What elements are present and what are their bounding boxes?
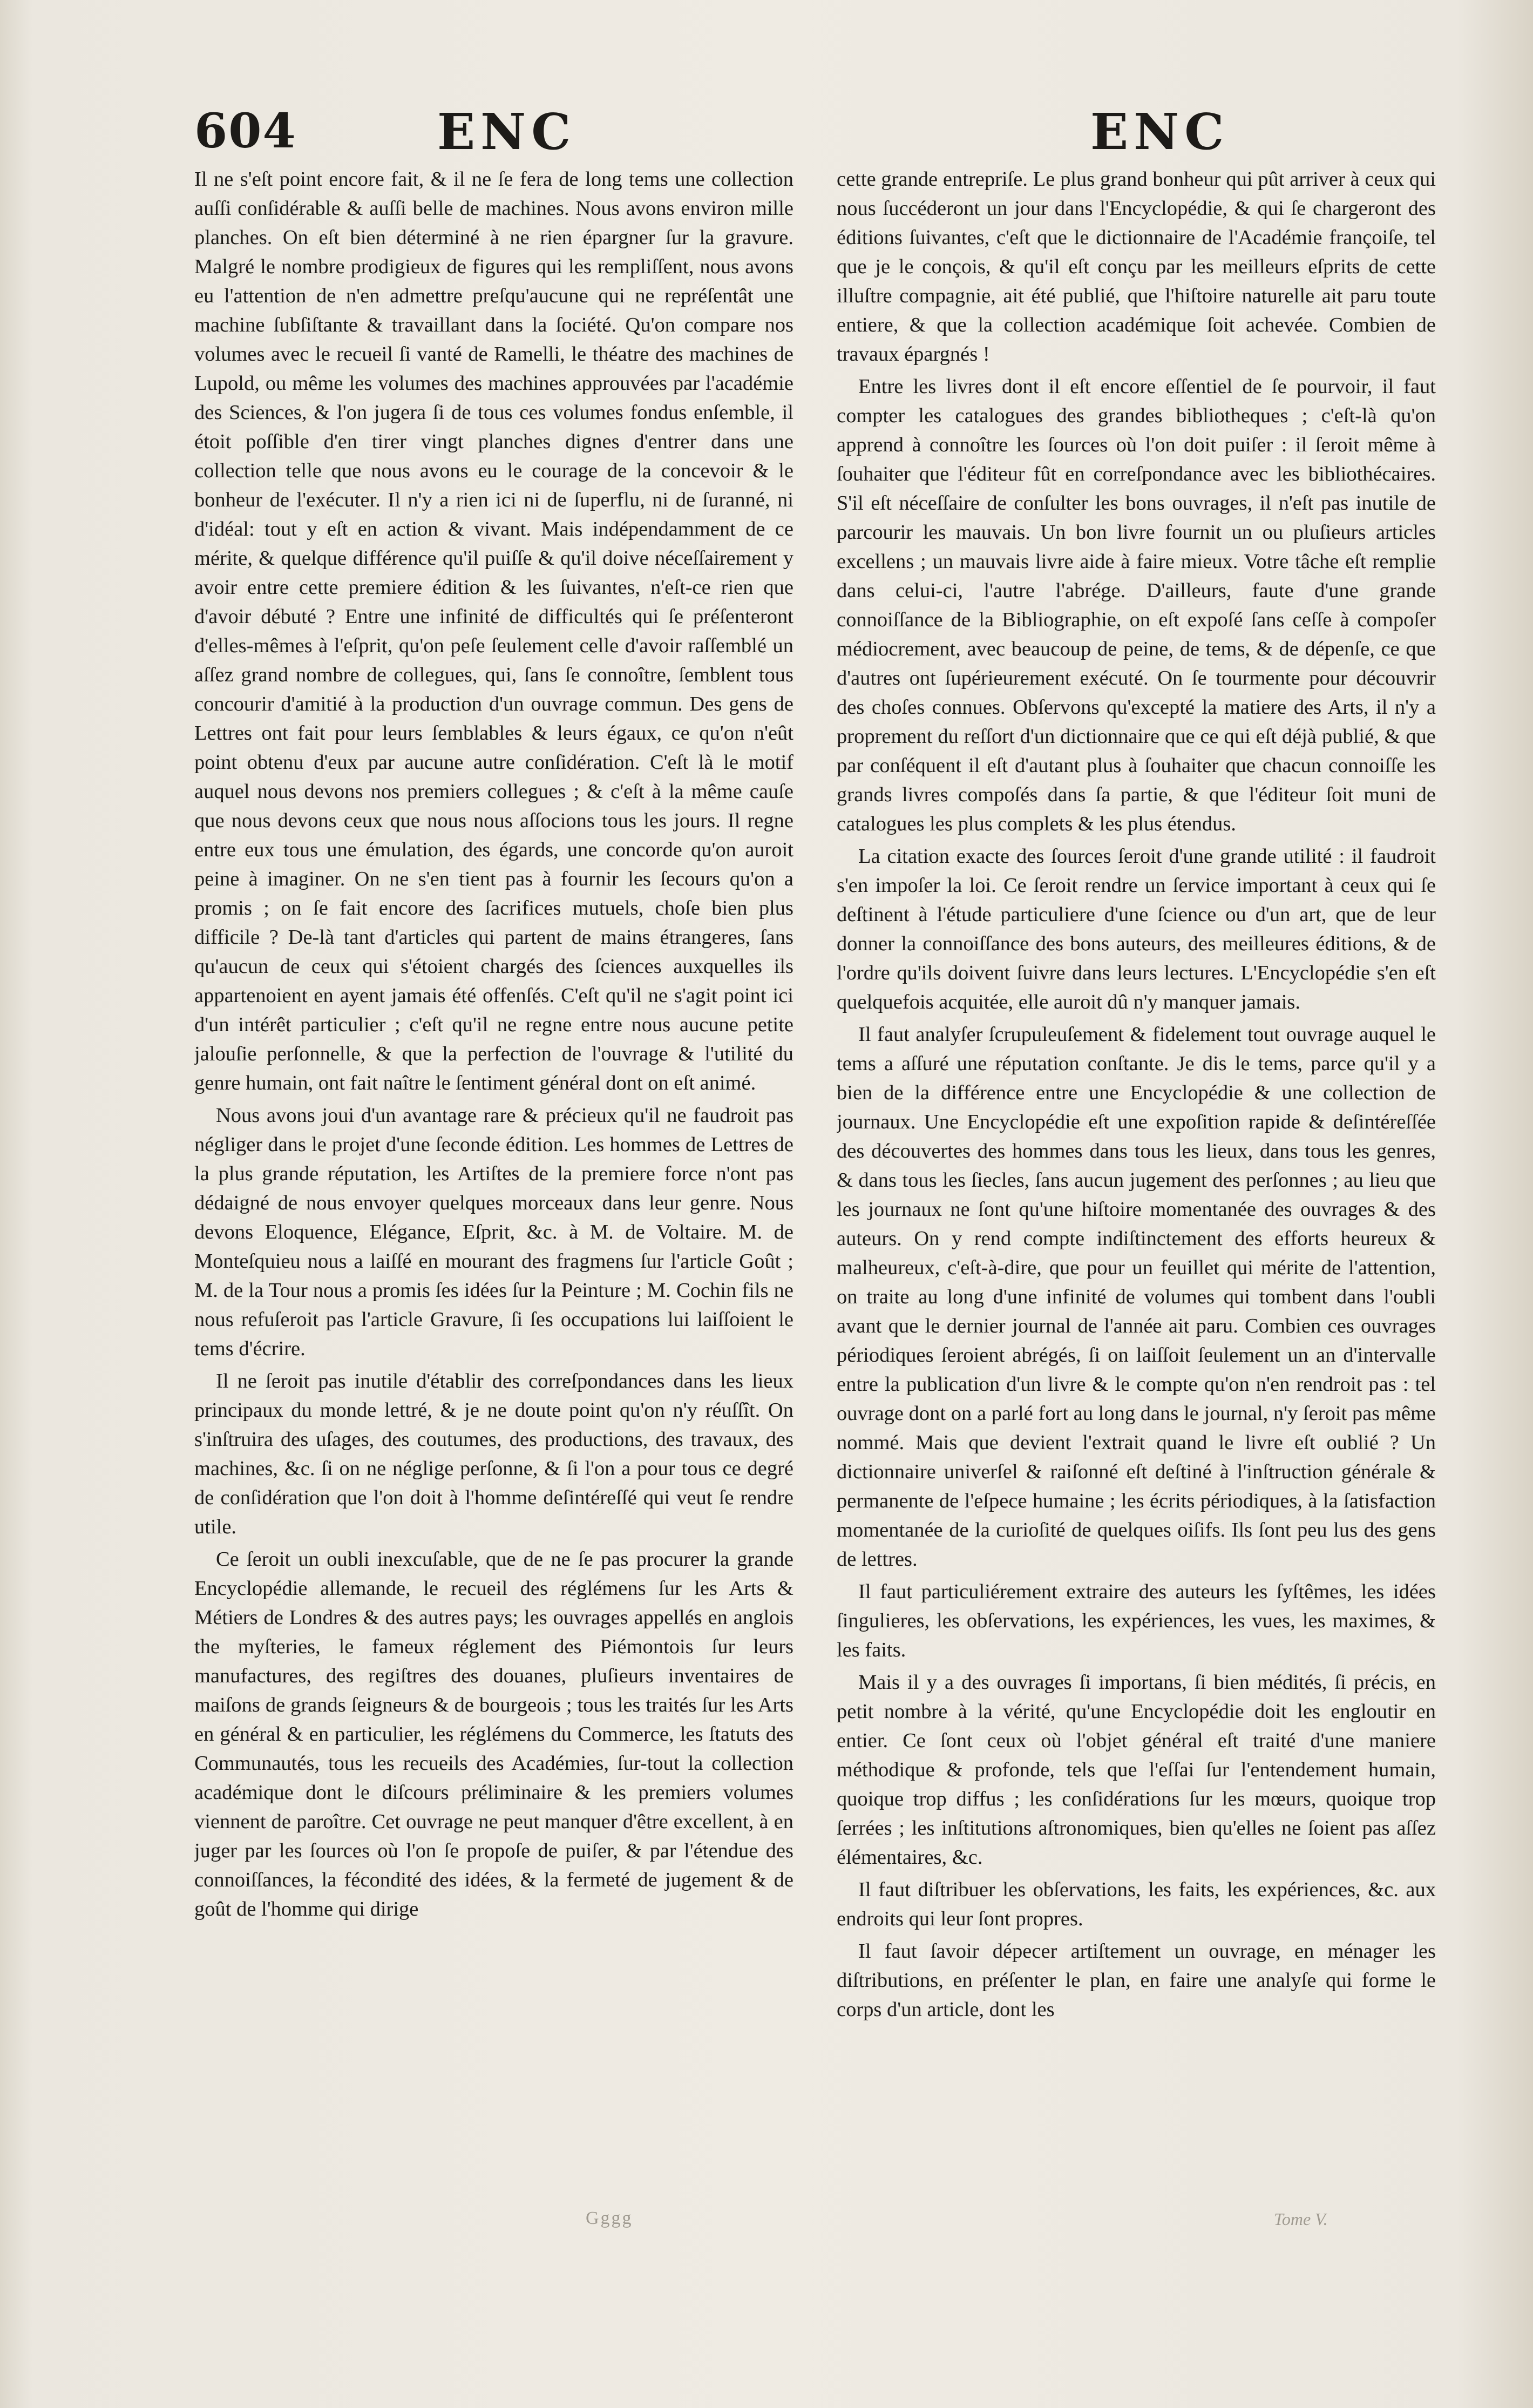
signature-mark: Gggg	[586, 2208, 633, 2228]
paragraph: Nous avons joui d'un avantage rare & précieux qu'il ne faudroit pas négliger dans le projet d'une ſeconde édition. Les hommes de Lettres de la plus grande réputation, les Artiſtes de la premiere force n'ont pas dédaigné de nous envoyer quelques morceaux dans leur genre. Nous devons Eloquence, Elégance, Eſprit, &c. à M. de Voltaire. M. de Monteſquieu nous a laiſſé en mourant des fragmens ſur l'article Goût ; M. de la Tour nous a promis ſes idées ſur la Peinture ; M. Cochin fils ne nous refuſeroit pas l'article Gravure, ſi ſes occupations lui laiſſoient le tems d'écrire.	[194, 1104, 793, 1360]
paragraph: Il faut diſtribuer les obſervations, les faits, les expériences, &c. aux endroits qui leur ſont propres.	[837, 1878, 1436, 1930]
page-number: 604	[194, 103, 297, 159]
paragraph: cette grande entrepriſe. Le plus grand bonheur qui pût arriver à ceux qui nous ſuccéderont un jour dans l'Encyclopédie, & qui ſe chargeront des éditions ſuivantes, c'eſt que le dictionnaire de l'Académie françoiſe, tel que je le conçois, & qu'il eſt conçu par les meilleurs eſprits de cette illuſtre compagnie, ait été publié, que l'hiſtoire naturelle ait paru toute entiere, & que la collection académique ſoit achevée. Combien de travaux épargnés !	[837, 168, 1436, 366]
paragraph: Entre les livres dont il eſt encore eſſentiel de ſe pourvoir, il faut compter les catalogues des grandes bibliotheques ; c'eſt-là qu'on apprend à connoître les ſources où l'on doit puiſer : il ſeroit même à ſouhaiter que l'éditeur fût en correſpondance avec les bibliothécaires. S'il eſt néceſſaire de conſulter les bons ouvrages, il n'eſt pas inutile de parcourir les mauvais. Un bon livre fournit un ou pluſieurs articles excellens ; un mauvais livre aide à faire mieux. Votre tâche eſt remplie dans celui-ci, l'autre l'abrége. D'ailleurs, faute d'une grande connoiſſance de la Bibliographie, on eſt expoſé ſans ceſſe à compoſer médiocrement, avec beaucoup de peine, de tems, & de dépenſe, ce que d'autres ont ſupérieurement exécuté. On ſe tourmente pour découvrir des choſes connues. Obſervons qu'excepté la matiere des Arts, il n'y a proprement du reſſort d'un dictionnaire que ce qui eſt déjà publié, & que par conſéquent il eſt d'autant plus à ſouhaiter que chacun connoiſſe les grands livres compoſés dans ſa partie, & que l'éditeur ſoit muni de catalogues les plus complets & les plus étendus.	[837, 375, 1436, 835]
left-headword: ENC	[437, 103, 576, 161]
paragraph: Il ne s'eſt point encore fait, & il ne ſe fera de long tems une collection auſſi conſidérable & auſſi belle de machines. Nous avons environ mille planches. On eſt bien déterminé à ne rien épargner ſur la gravure. Malgré le nombre prodigieux de figures qui les rempliſſent, nous avons eu l'attention de n'en admettre preſqu'aucune qui ne repréſentât une machine ſubſiſtante & travaillant dans la ſociété. Qu'on compare nos volumes avec le recueil ſi vanté de Ramelli, le théatre des machines de Lupold, ou même les volumes des machines approuvées par l'académie des Sciences, & l'on jugera ſi de tous ces volumes fondus enſemble, il étoit poſſible d'en tirer vingt planches dignes d'entrer dans une collection telle que nous avons eu le courage de la concevoir & le bonheur de l'exécuter. Il n'y a rien ici ni de ſuperflu, ni de ſuranné, ni d'idéal: tout y eſt en action & vivant. Mais indépendamment de ce mérite, & quelque différence qu'il puiſſe & qu'il doive néceſſairement y avoir entre cette premiere édition & les ſuivantes, n'eſt-ce rien que d'avoir débuté ? Entre une infinité de difficultés qui ſe préſenteront d'elles-mêmes à l'eſprit, qu'on peſe ſeulement celle d'avoir raſſemblé un aſſez grand nombre de collegues, qui, ſans ſe connoître, ſemblent tous concourir d'amitié à la production d'un ouvrage commun. Des gens de Lettres ont fait pour leurs ſemblables & leurs égaux, ce qu'on n'eût point obtenu d'eux par aucune autre conſidération. C'eſt là le motif auquel nous devons nos premiers collegues ; & c'eſt à la même cauſe que nous devons ceux que nous nous aſſocions tous les jours. Il regne entre eux tous une émulation, des égards, une concorde qu'on auroit peine à imaginer. On ne s'en tient pas à fournir les ſecours qu'on a promis ; on ſe fait encore des ſacrifices mutuels, choſe bien plus difficile ? De-là tant d'articles qui partent de mains étrangeres, ſans qu'aucun de ceux qui s'étoient chargés des ſciences auxquelles ils appartenoient en ayent jamais été offenſés. C'eſt qu'il ne s'agit point ici d'un intérêt particulier ; c'eſt qu'il ne regne entre nous aucune petite jalouſie perſonnelle, & que la perfection de l'ouvrage & l'utilité du genre humain, ont fait naître le ſentiment général dont on eſt animé.	[194, 168, 793, 1094]
right-headword: ENC	[1090, 103, 1230, 161]
paragraph: La citation exacte des ſources ſeroit d'une grande utilité : il faudroit s'en impoſer la loi. Ce ſeroit rendre un ſervice important à ceux qui ſe deſtinent à l'étude particuliere d'une ſcience ou d'un art, que de leur donner la connoiſſance des bons auteurs, des meilleures éditions, & de l'ordre qu'ils doivent ſuivre dans leurs lectures. L'Encyclopédie s'en eſt quelquefois acquitée, elle auroit dû n'y manquer jamais.	[837, 845, 1436, 1013]
running-head	[194, 103, 1339, 173]
right-column	[837, 165, 1436, 2270]
volume-note: Tome V.	[1274, 2209, 1328, 2229]
paragraph: Il ne ſeroit pas inutile d'établir des correſpondances dans les lieux principaux du monde lettré, & je ne doute point qu'on n'y réuſſît. On s'inſtruira des uſages, des coutumes, des productions, des travaux, des machines, &c. ſi on ne néglige perſonne, & ſi l'on a pour tous ce degré de conſidération que l'on doit à l'homme deſintéreſſé qui veut ſe rendre utile.	[194, 1370, 793, 1538]
paragraph: Il faut particuliérement extraire des auteurs les ſyſtêmes, les idées ſingulieres, les obſervations, les expériences, les vues, les maximes, & les faits.	[837, 1580, 1436, 1661]
left-column	[194, 165, 793, 2270]
text-columns	[194, 165, 1436, 2270]
paragraph: Il faut analyſer ſcrupuleuſement & fidelement tout ouvrage auquel le tems a aſſuré une réputation conſtante. Je dis le tems, parce qu'il y a bien de la différence entre une Encyclopédie & une collection de journaux. Une Encyclopédie eſt une expoſition rapide & deſintéreſſée des découvertes des hommes dans tous les lieux, dans tous les genres, & dans tous les ſiecles, ſans aucun jugement des perſonnes ; au lieu que les journaux ne ſont qu'une hiſtoire momentanée des ouvrages & des auteurs. On y rend compte indiſtinctement des efforts heureux & malheureux, c'eſt-à-dire, que pour un feuillet qui mérite de l'attention, on traite au long d'une infinité de volumes qui tombent dans l'oubli avant que le dernier journal de l'année ait paru. Combien ces ouvrages périodiques ſeroient abrégés, ſi on laiſſoit ſeulement un an d'intervalle entre la publication d'un livre & le compte qu'on n'en rendroit pas : tel ouvrage dont on a parlé fort au long dans le journal, n'y ſeroit pas même nommé. Mais que devient l'extrait quand le livre eſt oublié ? Un dictionnaire univerſel & raiſonné eſt deſtiné à l'inſtruction générale & permanente de l'eſpece humaine ; les écrits périodiques, à la ſatisfaction momentanée de la curioſité de quelques oiſifs. Ils ſont peu lus des gens de lettres.	[837, 1023, 1436, 1571]
paragraph: Il faut ſavoir dépecer artiſtement un ouvrage, en ménager les diſtributions, en préſenter le plan, en faire une analyſe qui forme le corps d'un article, dont les	[837, 1940, 1436, 2021]
paragraph: Ce ſeroit un oubli inexcuſable, que de ne ſe pas procurer la grande Encyclopédie allemande, le recueil des réglémens ſur les Arts & Métiers de Londres & des autres pays; les ouvrages appellés en anglois the myſteries, le fameux réglement des Piémontois ſur leurs manufactures, des regiſtres des douanes, pluſieurs inventaires de maiſons de grands ſeigneurs & de bourgeois ; tous les traités ſur les Arts en général & en particulier, les réglémens du Commerce, les ſtatuts des Communautés, tous les recueils des Académies, ſur-tout la collection académique dont le diſcours préliminaire & les premiers volumes viennent de paroître. Cet ouvrage ne peut manquer d'être excellent, à en juger par les ſources où l'on ſe propoſe de puiſer, & par l'étendue des connoiſſances, la fécondité des idées, & la fermeté de jugement & de goût de l'homme qui dirige	[194, 1548, 793, 1920]
paragraph: Mais il y a des ouvrages ſi importans, ſi bien médités, ſi précis, en petit nombre à la vérité, qu'une Encyclopédie doit les engloutir en entier. Ce ſont ceux où l'objet général eſt traité d'une maniere méthodique & profonde, tels que l'eſſai ſur l'entendement humain, quoique trop diffus ; les conſidérations ſur les mœurs, quoique trop ſerrées ; les inſtitutions aſtronomiques, bien qu'elles ne ſoient pas aſſez élémentaires, &c.	[837, 1671, 1436, 1869]
